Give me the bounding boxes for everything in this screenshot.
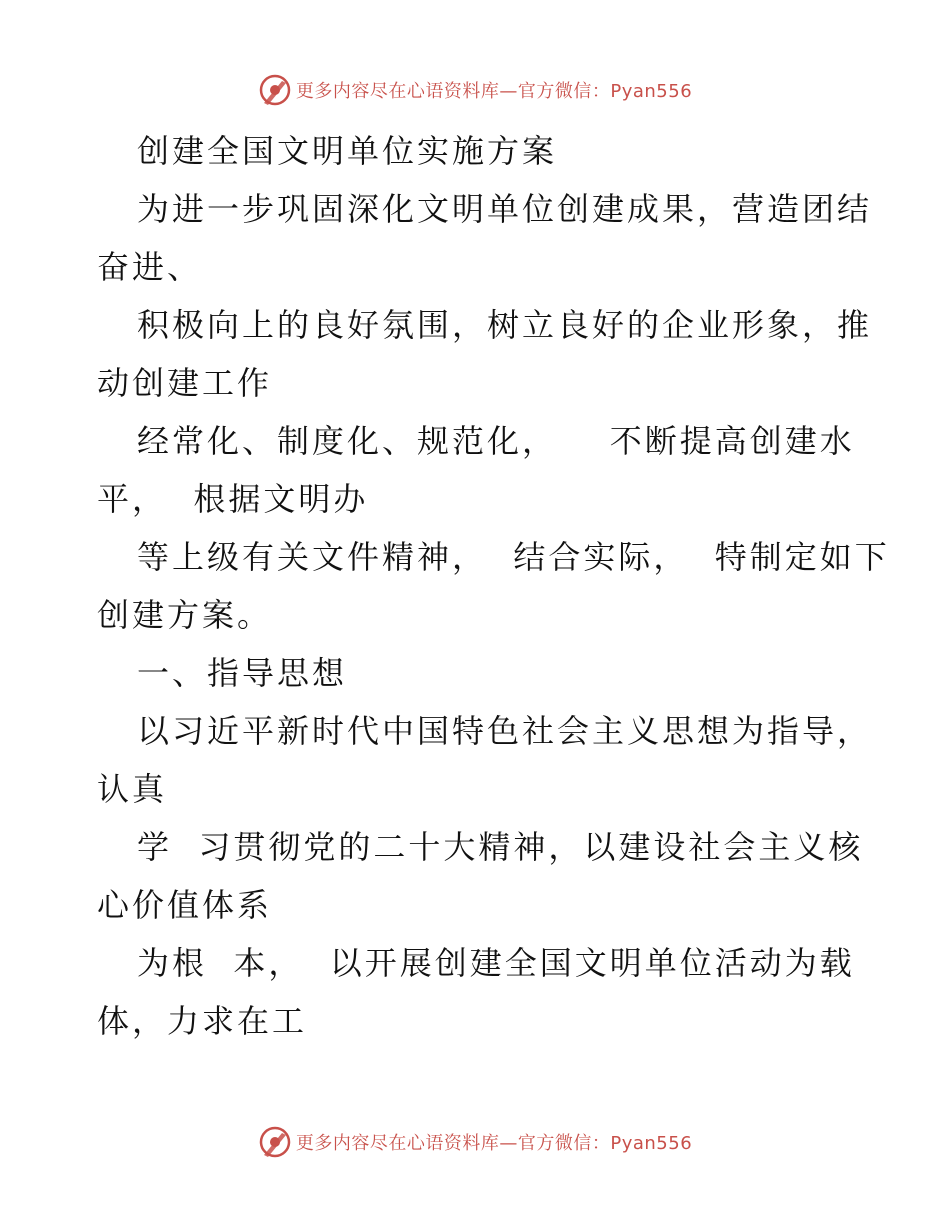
text-line: 体，力求在工 (97, 1002, 308, 1040)
text-line: 为进一步巩固深化文明单位创建成果，营造团结 (137, 190, 873, 228)
watermark-text: 更多内容尽在心语资料库—官方微信：Pyan556 (295, 81, 693, 102)
text-line: 经常化、制度化、规范化， 不断提高创建水 (137, 422, 855, 460)
text-line: 奋进、 (97, 248, 203, 286)
text-line: 创建全国文明单位实施方案 (137, 132, 558, 170)
text-line: 一、指导思想 (137, 654, 348, 692)
document-body (97, 122, 890, 1050)
brush-logo-icon (258, 73, 292, 107)
text-line: 积极向上的良好氛围，树立良好的企业形象，推 (137, 306, 873, 344)
watermark-text: 更多内容尽在心语资料库—官方微信：Pyan556 (295, 1133, 693, 1154)
text-line: 认真 (97, 770, 168, 808)
text-line: 动创建工作 (97, 364, 273, 402)
text-line: 心价值体系 (97, 886, 273, 924)
text-line: 平， 根据文明办 (97, 480, 369, 518)
watermark-header (0, 70, 950, 110)
text-line: 学 习贯彻党的二十大精神，以建设社会主义核 (137, 828, 864, 866)
brush-logo-icon (258, 1125, 292, 1159)
text-line: 为根 本， 以开展创建全国文明单位活动为载 (137, 944, 855, 982)
text-line: 以习近平新时代中国特色社会主义思想为指导， (137, 712, 873, 750)
watermark-footer (0, 1122, 950, 1162)
text-line: 创建方案。 (97, 596, 273, 634)
text-line: 等上级有关文件精神， 结合实际， 特制定如下 (137, 538, 890, 576)
